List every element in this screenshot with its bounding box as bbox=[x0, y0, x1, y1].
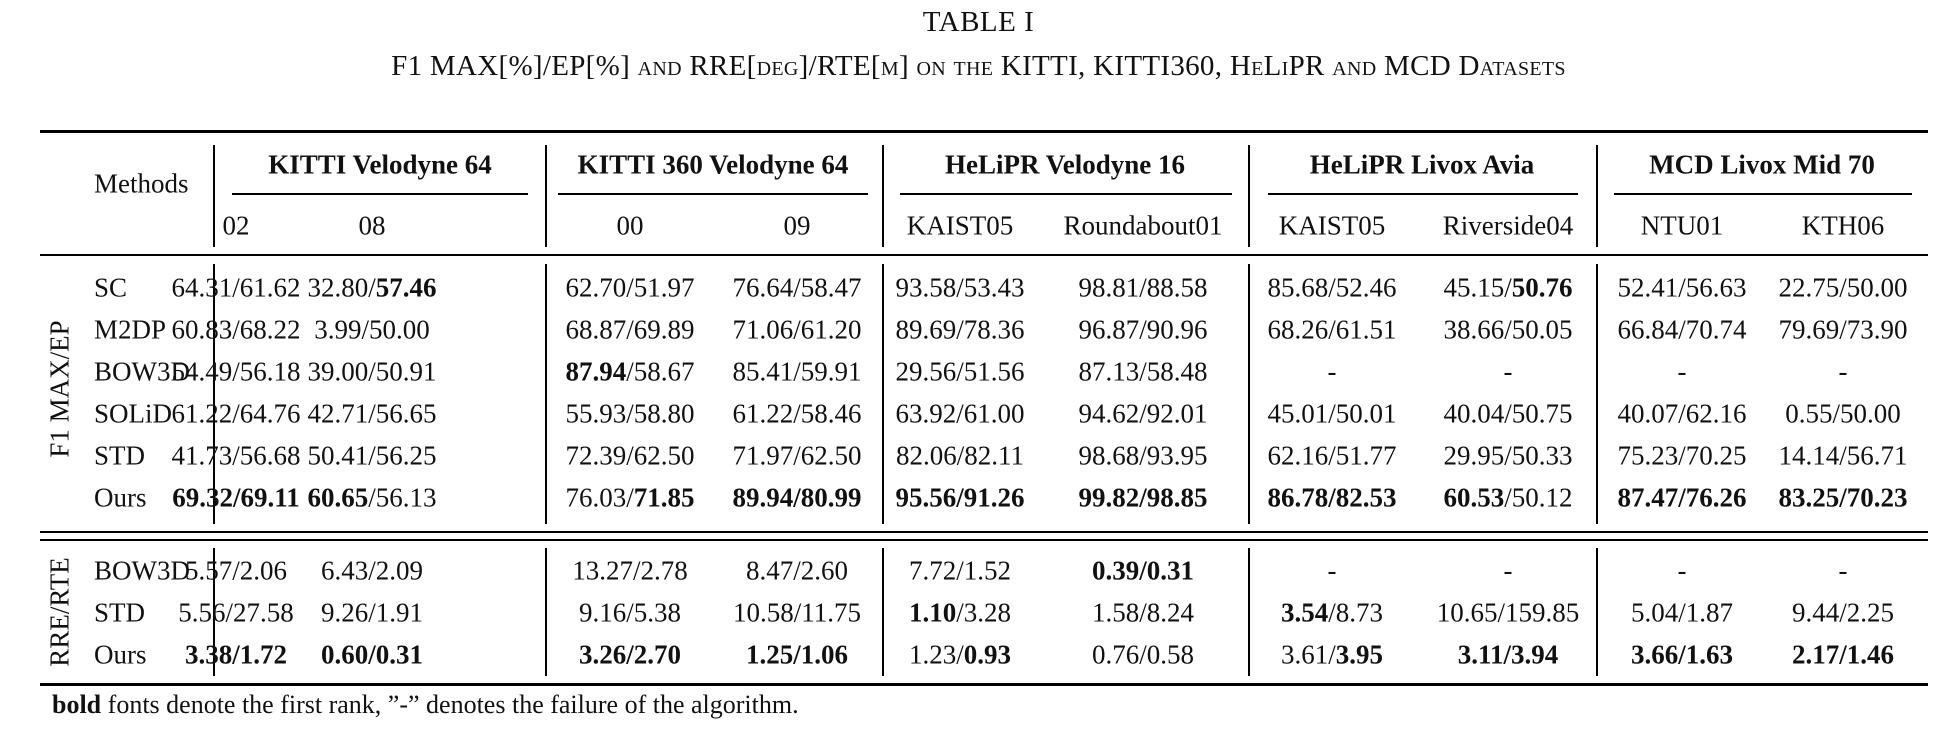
cell-value: 85.41/59.91 bbox=[732, 356, 862, 387]
table-cell bbox=[1617, 272, 1747, 303]
table-cell bbox=[1091, 555, 1195, 586]
cell-value: 40.07/62.16 bbox=[1617, 398, 1747, 429]
section-label-rre-rte: RRE/RTE bbox=[44, 557, 75, 667]
cell-value: - bbox=[1327, 555, 1337, 586]
cell-value: 8.47/2.60 bbox=[745, 555, 849, 586]
table-cell bbox=[1677, 555, 1687, 586]
table-cell bbox=[1630, 597, 1734, 628]
cell-value: 98.68/93.95 bbox=[1078, 440, 1208, 471]
table-cell bbox=[1503, 555, 1513, 586]
cell-value: 82.06/82.11 bbox=[896, 440, 1024, 471]
cell-value-bold: 3.95 bbox=[1335, 639, 1384, 670]
table-cell bbox=[1091, 639, 1195, 670]
table-cell bbox=[732, 272, 862, 303]
sequence-header: KAIST05 bbox=[906, 210, 1014, 241]
caption-part: on the bbox=[916, 50, 994, 82]
sequence-header: 08 bbox=[358, 210, 386, 241]
group-underline bbox=[232, 193, 528, 195]
table-cell bbox=[1327, 356, 1337, 387]
table-cell bbox=[1267, 398, 1397, 429]
footnote-text: fonts denote the first rank, ”-” denotes the failure of the algorithm. bbox=[101, 690, 799, 719]
cell-value: 40.04/50.75 bbox=[1443, 398, 1573, 429]
table-cell bbox=[1677, 356, 1687, 387]
cell-value: 5.57/2.06 bbox=[184, 555, 288, 586]
table-cell bbox=[1267, 482, 1397, 513]
group-separator bbox=[1596, 264, 1598, 524]
table-cell bbox=[1778, 314, 1908, 345]
table-cell bbox=[307, 356, 437, 387]
cell-value: 5.56/27.58 bbox=[178, 597, 294, 628]
cell-value: - bbox=[1677, 356, 1687, 387]
table-cell bbox=[307, 440, 437, 471]
table-cell bbox=[565, 356, 695, 387]
cell-value: 68.87/69.89 bbox=[565, 314, 695, 345]
cell-value: 45.01/50.01 bbox=[1267, 398, 1397, 429]
table-cell bbox=[171, 356, 301, 387]
cell-value-bold: 89.94/80.99 bbox=[732, 482, 862, 513]
cell-value: 10.58/11.75 bbox=[733, 597, 861, 628]
caption-part: and bbox=[637, 50, 682, 82]
cell-value: 7.72/1.52 bbox=[908, 555, 1012, 586]
section-divider-rule-1 bbox=[40, 531, 1928, 533]
cell-value: 76.64/58.47 bbox=[732, 272, 862, 303]
cell-value: 42.71/56.65 bbox=[307, 398, 437, 429]
group-separator bbox=[1596, 548, 1598, 676]
table-cell bbox=[1078, 440, 1208, 471]
table-cell bbox=[1443, 440, 1573, 471]
cell-value: 32.80/ bbox=[307, 272, 376, 303]
cell-value: 93.58/53.43 bbox=[895, 272, 1025, 303]
cell-value: 9.16/5.38 bbox=[578, 597, 682, 628]
cell-value-bold: 60.53 bbox=[1443, 482, 1505, 513]
footnote-bold-word: bold bbox=[52, 690, 102, 719]
table-cell bbox=[171, 314, 301, 345]
method-name: BOW3D bbox=[94, 356, 190, 387]
cell-value: 0.55/50.00 bbox=[1785, 398, 1901, 429]
cell-value: 66.84/70.74 bbox=[1617, 314, 1747, 345]
table-cell bbox=[1778, 272, 1908, 303]
table-cell bbox=[565, 398, 695, 429]
cell-value: 52.41/56.63 bbox=[1617, 272, 1747, 303]
table-cell bbox=[578, 597, 682, 628]
table-cell bbox=[1078, 314, 1208, 345]
cell-value: 63.92/61.00 bbox=[895, 398, 1025, 429]
table-cell bbox=[895, 398, 1025, 429]
table-cell bbox=[171, 398, 301, 429]
caption-part: F1 MAX[%]/EP[%] bbox=[391, 50, 638, 82]
group-separator bbox=[545, 548, 547, 676]
group-header: KITTI 360 Velodyne 64 bbox=[577, 149, 849, 180]
cell-value: /50.12 bbox=[1504, 482, 1573, 513]
table-cell bbox=[171, 272, 301, 303]
cell-value: 9.44/2.25 bbox=[1791, 597, 1895, 628]
table-cell bbox=[1078, 398, 1208, 429]
table-cell bbox=[1267, 272, 1397, 303]
caption-part: m bbox=[880, 50, 899, 82]
cell-value-bold: 60.65 bbox=[307, 482, 369, 513]
table-cell bbox=[1617, 440, 1747, 471]
sequence-header: KTH06 bbox=[1801, 210, 1885, 241]
cell-value: 9.26/1.91 bbox=[320, 597, 424, 628]
cell-value: 54.49/56.18 bbox=[171, 356, 301, 387]
cell-value: 61.22/58.46 bbox=[732, 398, 862, 429]
cell-value-bold: 86.78/82.53 bbox=[1267, 482, 1397, 513]
cell-value: 41.73/56.68 bbox=[171, 440, 301, 471]
caption-part: ] bbox=[898, 50, 917, 82]
group-separator bbox=[1248, 145, 1250, 247]
cell-value: 61.22/64.76 bbox=[171, 398, 301, 429]
cell-value: 10.65/159.85 bbox=[1436, 597, 1580, 628]
methods-header: Methods bbox=[94, 168, 189, 199]
table-cell bbox=[908, 639, 1012, 670]
group-separator bbox=[882, 548, 884, 676]
cell-value: 68.26/61.51 bbox=[1267, 314, 1397, 345]
table-cell bbox=[320, 597, 424, 628]
table-cell bbox=[314, 314, 430, 345]
header-bottom-rule bbox=[40, 254, 1928, 256]
caption-part: i bbox=[1281, 50, 1289, 82]
table-cell bbox=[307, 272, 437, 303]
cell-value-bold: 1.25/1.06 bbox=[745, 639, 849, 670]
group-separator bbox=[882, 145, 884, 247]
cell-value-bold: 0.93 bbox=[963, 639, 1012, 670]
caption-part: L bbox=[1263, 50, 1282, 82]
cell-value: 0.76/0.58 bbox=[1091, 639, 1195, 670]
sequence-header: 00 bbox=[616, 210, 644, 241]
caption-part: RRE[ bbox=[681, 50, 757, 82]
table-cell bbox=[1838, 356, 1848, 387]
table-cell bbox=[320, 639, 424, 670]
table-cell bbox=[1630, 639, 1734, 670]
table-cell bbox=[1778, 482, 1908, 513]
sequence-header: Roundabout01 bbox=[1063, 210, 1223, 241]
cell-value: 62.16/51.77 bbox=[1267, 440, 1397, 471]
table-cell bbox=[565, 272, 695, 303]
cell-value: 96.87/90.96 bbox=[1078, 314, 1208, 345]
table-cell bbox=[1778, 440, 1908, 471]
method-name: STD bbox=[94, 440, 146, 471]
table-cell bbox=[733, 597, 861, 628]
cell-value: 71.97/62.50 bbox=[732, 440, 862, 471]
group-separator bbox=[1248, 548, 1250, 676]
table-label: TABLE I bbox=[922, 6, 1035, 38]
cell-value: 55.93/58.80 bbox=[565, 398, 695, 429]
table-cell bbox=[565, 314, 695, 345]
table-cell bbox=[1436, 597, 1580, 628]
group-underline bbox=[900, 193, 1232, 195]
top-rule bbox=[40, 130, 1928, 133]
group-separator bbox=[882, 264, 884, 524]
caption-part: e bbox=[1251, 50, 1264, 82]
table-cell bbox=[895, 482, 1025, 513]
cell-value: 87.13/58.48 bbox=[1078, 356, 1208, 387]
caption-part: KITTI, KITTI360, H bbox=[993, 50, 1252, 82]
table-cell bbox=[895, 272, 1025, 303]
group-underline bbox=[558, 193, 868, 195]
cell-value: 3.99/50.00 bbox=[314, 314, 430, 345]
section-label-f1-max-ep: F1 MAX/EP bbox=[44, 320, 75, 458]
caption-part: atasets bbox=[1479, 50, 1566, 82]
method-name: STD bbox=[94, 597, 146, 628]
table-cell bbox=[1267, 440, 1397, 471]
cell-value: 94.62/92.01 bbox=[1078, 398, 1208, 429]
caption-part: deg bbox=[756, 50, 799, 82]
table-cell bbox=[732, 398, 862, 429]
cell-value: 39.00/50.91 bbox=[307, 356, 437, 387]
cell-value: - bbox=[1503, 555, 1513, 586]
sequence-header: 02 bbox=[222, 210, 250, 241]
group-underline bbox=[1268, 193, 1578, 195]
cell-value: 71.06/61.20 bbox=[732, 314, 862, 345]
group-separator bbox=[1248, 264, 1250, 524]
table-cell bbox=[1457, 639, 1559, 670]
table-cell bbox=[732, 356, 862, 387]
cell-value-bold: 50.76 bbox=[1511, 272, 1573, 303]
cell-value: /58.67 bbox=[626, 356, 695, 387]
table-cell bbox=[908, 555, 1012, 586]
footnote bbox=[52, 690, 799, 720]
table-cell bbox=[908, 597, 1012, 628]
table-cell bbox=[320, 555, 424, 586]
table-cell bbox=[1091, 597, 1195, 628]
table-cell bbox=[1443, 272, 1573, 303]
sequence-header: Riverside04 bbox=[1442, 210, 1574, 241]
table-cell bbox=[1078, 482, 1208, 513]
caption-part: MCD D bbox=[1376, 50, 1480, 82]
table-cell bbox=[1617, 482, 1747, 513]
cell-value-bold: 0.39/0.31 bbox=[1091, 555, 1195, 586]
sequence-header: 09 bbox=[783, 210, 811, 241]
method-name: SOLiD bbox=[94, 398, 173, 429]
sequence-header: NTU01 bbox=[1640, 210, 1724, 241]
cell-value: 89.69/78.36 bbox=[895, 314, 1025, 345]
group-separator bbox=[213, 145, 215, 247]
cell-value: - bbox=[1838, 555, 1848, 586]
table-cell bbox=[1443, 314, 1573, 345]
cell-value: 45.15/ bbox=[1443, 272, 1512, 303]
table-cell bbox=[1617, 314, 1747, 345]
cell-value-bold: 0.60/0.31 bbox=[320, 639, 424, 670]
cell-value: /3.28 bbox=[956, 597, 1012, 628]
cell-value: 85.68/52.46 bbox=[1267, 272, 1397, 303]
table-caption bbox=[0, 50, 1957, 83]
table-cell bbox=[1327, 555, 1337, 586]
caption-part: ]/RTE[ bbox=[798, 50, 881, 82]
section-divider-rule-2 bbox=[40, 539, 1928, 541]
table-cell bbox=[896, 440, 1024, 471]
group-separator bbox=[545, 264, 547, 524]
cell-value: 60.83/68.22 bbox=[171, 314, 301, 345]
table-cell bbox=[1785, 398, 1901, 429]
cell-value: - bbox=[1327, 356, 1337, 387]
cell-value: - bbox=[1838, 356, 1848, 387]
cell-value-bold: 2.17/1.46 bbox=[1791, 639, 1895, 670]
table-cell bbox=[1078, 356, 1208, 387]
method-name: Ours bbox=[94, 639, 147, 670]
table-cell bbox=[895, 356, 1025, 387]
cell-value: 98.81/88.58 bbox=[1078, 272, 1208, 303]
table-cell bbox=[895, 314, 1025, 345]
table-cell bbox=[1503, 356, 1513, 387]
table-cell bbox=[171, 440, 301, 471]
cell-value: 14.14/56.71 bbox=[1778, 440, 1908, 471]
cell-value: 64.31/61.62 bbox=[171, 272, 301, 303]
table-cell bbox=[732, 440, 862, 471]
table-cell bbox=[745, 555, 849, 586]
table-cell bbox=[572, 555, 688, 586]
table-cell bbox=[1838, 555, 1848, 586]
cell-value: 5.04/1.87 bbox=[1630, 597, 1734, 628]
table-cell bbox=[1791, 597, 1895, 628]
cell-value: 76.03/ bbox=[565, 482, 634, 513]
table-cell bbox=[745, 639, 849, 670]
cell-value-bold: 99.82/98.85 bbox=[1078, 482, 1208, 513]
method-name: SC bbox=[94, 272, 128, 303]
caption-part: and bbox=[1332, 50, 1377, 82]
cell-value-bold: 69.32/69.11 bbox=[172, 482, 300, 513]
table-cell bbox=[1443, 482, 1573, 513]
cell-value: 29.95/50.33 bbox=[1443, 440, 1573, 471]
table-cell bbox=[307, 398, 437, 429]
cell-value: - bbox=[1677, 555, 1687, 586]
table-cell bbox=[1280, 639, 1384, 670]
table-cell bbox=[732, 314, 862, 345]
group-header: HeLiPR Velodyne 16 bbox=[944, 149, 1186, 180]
cell-value-bold: 71.85 bbox=[633, 482, 695, 513]
cell-value: 38.66/50.05 bbox=[1443, 314, 1573, 345]
cell-value-bold: 3.38/1.72 bbox=[184, 639, 288, 670]
table-cell bbox=[1267, 314, 1397, 345]
cell-value: 72.39/62.50 bbox=[565, 440, 695, 471]
cell-value: 6.43/2.09 bbox=[320, 555, 424, 586]
cell-value-bold: 87.94 bbox=[565, 356, 627, 387]
cell-value-bold: 87.47/76.26 bbox=[1617, 482, 1747, 513]
cell-value: 13.27/2.78 bbox=[572, 555, 688, 586]
table-cell bbox=[1280, 597, 1384, 628]
cell-value-bold: 1.10 bbox=[908, 597, 957, 628]
table-cell bbox=[184, 555, 288, 586]
table-cell bbox=[732, 482, 862, 513]
cell-value: /8.73 bbox=[1328, 597, 1384, 628]
cell-value: - bbox=[1503, 356, 1513, 387]
table-cell bbox=[172, 482, 300, 513]
method-name: BOW3D bbox=[94, 555, 190, 586]
table-cell bbox=[1078, 272, 1208, 303]
cell-value: 22.75/50.00 bbox=[1778, 272, 1908, 303]
cell-value: 62.70/51.97 bbox=[565, 272, 695, 303]
cell-value: 1.58/8.24 bbox=[1091, 597, 1195, 628]
table-cell bbox=[565, 482, 695, 513]
cell-value-bold: 3.66/1.63 bbox=[1630, 639, 1734, 670]
method-name: Ours bbox=[94, 482, 147, 513]
table-cell bbox=[565, 440, 695, 471]
group-header: MCD Livox Mid 70 bbox=[1649, 149, 1875, 180]
cell-value: 29.56/51.56 bbox=[895, 356, 1025, 387]
table-cell bbox=[307, 482, 437, 513]
table-cell bbox=[1617, 398, 1747, 429]
method-name: M2DP bbox=[94, 314, 167, 345]
cell-value-bold: 95.56/91.26 bbox=[895, 482, 1025, 513]
cell-value-bold: 3.11/3.94 bbox=[1457, 639, 1559, 670]
group-header: HeLiPR Livox Avia bbox=[1309, 149, 1535, 180]
group-underline bbox=[1614, 193, 1912, 195]
group-separator bbox=[545, 145, 547, 247]
cell-value: 79.69/73.90 bbox=[1778, 314, 1908, 345]
cell-value-bold: 83.25/70.23 bbox=[1778, 482, 1908, 513]
cell-value-bold: 3.54 bbox=[1280, 597, 1329, 628]
cell-value: 1.23/ bbox=[908, 639, 964, 670]
table-cell bbox=[1443, 398, 1573, 429]
group-separator bbox=[1596, 145, 1598, 247]
cell-value: 75.23/70.25 bbox=[1617, 440, 1747, 471]
table-cell bbox=[184, 639, 288, 670]
group-header: KITTI Velodyne 64 bbox=[268, 149, 492, 180]
cell-value: /56.13 bbox=[368, 482, 437, 513]
table-cell bbox=[1791, 639, 1895, 670]
sequence-header: KAIST05 bbox=[1278, 210, 1386, 241]
bottom-rule bbox=[40, 683, 1928, 686]
cell-value: 3.61/ bbox=[1280, 639, 1336, 670]
cell-value: 50.41/56.25 bbox=[307, 440, 437, 471]
cell-value-bold: 3.26/2.70 bbox=[578, 639, 682, 670]
cell-value-bold: 57.46 bbox=[375, 272, 437, 303]
caption-part: PR bbox=[1288, 50, 1333, 82]
table-cell bbox=[178, 597, 294, 628]
table-cell bbox=[578, 639, 682, 670]
